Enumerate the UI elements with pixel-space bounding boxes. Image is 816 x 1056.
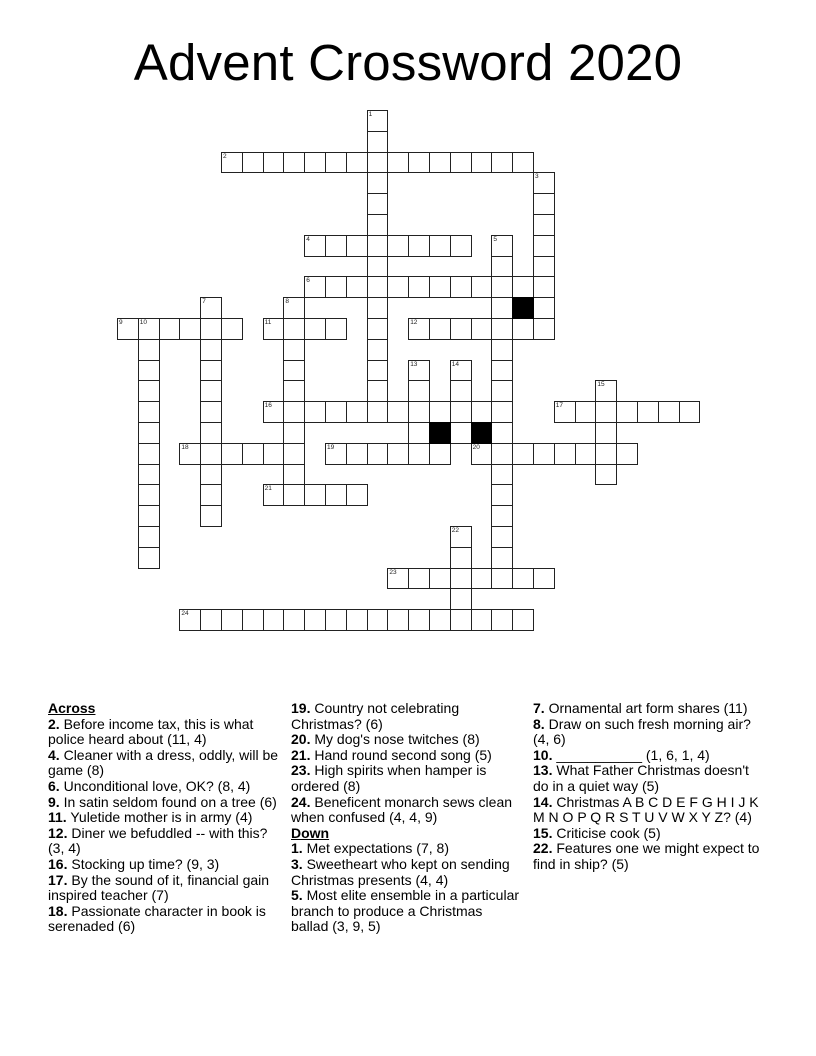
clue-number: 15. <box>533 824 553 841</box>
clue-number: 11. <box>48 809 67 826</box>
grid-cell[interactable] <box>533 443 555 465</box>
grid-cell[interactable] <box>367 235 389 257</box>
clue-text: Unconditional love, OK? (8, 4) <box>59 777 251 794</box>
grid-cell[interactable] <box>221 152 243 174</box>
grid-cell[interactable] <box>616 401 638 423</box>
grid-cell[interactable] <box>200 339 222 361</box>
grid-cell[interactable] <box>138 380 160 402</box>
grid-cell[interactable] <box>408 568 430 590</box>
grid-cell[interactable] <box>179 318 201 340</box>
grid-cell[interactable] <box>491 339 513 361</box>
grid-cell[interactable] <box>429 568 451 590</box>
grid-cell[interactable] <box>595 443 617 465</box>
grid-cell[interactable] <box>408 422 430 444</box>
clue-number: 19. <box>291 700 311 716</box>
clue-number: 1 <box>368 111 373 118</box>
clue-across-18 <box>48 904 280 935</box>
clue-across-19 <box>291 701 523 732</box>
clue-text: Sweetheart who kept on sending Christmas presents (4, 4) <box>291 855 510 888</box>
grid-cell[interactable] <box>387 276 409 298</box>
grid-cell[interactable] <box>367 609 389 631</box>
clue-number: 18. <box>48 902 68 919</box>
grid-cell[interactable] <box>283 464 305 486</box>
grid-cell[interactable] <box>367 443 389 465</box>
clue-number: 21 <box>264 485 272 493</box>
clue-text: Stocking up time? (9, 3) <box>67 855 220 872</box>
grid-cell[interactable] <box>200 609 222 631</box>
grid-cell[interactable] <box>512 152 534 174</box>
clue-across-4 <box>48 748 280 779</box>
grid-cell[interactable] <box>346 235 368 257</box>
clue-number: 5. <box>291 887 303 904</box>
clue-number: 21. <box>291 746 311 763</box>
clue-text: By the sound of it, financial gain inspired teacher (7) <box>48 871 270 904</box>
grid-cell[interactable] <box>533 172 555 194</box>
grid-cell[interactable] <box>450 526 472 548</box>
grid-cell[interactable] <box>408 401 430 423</box>
black-square <box>471 422 493 444</box>
grid-cell[interactable] <box>408 443 430 465</box>
grid-cell[interactable] <box>283 360 305 382</box>
grid-cell[interactable] <box>491 256 513 278</box>
grid-cell[interactable] <box>387 443 409 465</box>
clue-text: Diner we befuddled -- with this? (3, 4) <box>48 824 268 857</box>
grid-cell[interactable] <box>408 360 430 382</box>
grid-cell[interactable] <box>491 484 513 506</box>
grid-cell[interactable] <box>304 484 326 506</box>
grid-cell[interactable] <box>283 339 305 361</box>
clue-number: 23. <box>291 762 311 779</box>
grid-cell[interactable] <box>304 276 326 298</box>
grid-cell[interactable] <box>325 443 347 465</box>
clue-text: Draw on such fresh morning air? (4, 6) <box>533 715 751 748</box>
grid-cell[interactable] <box>367 172 389 194</box>
grid-cell[interactable] <box>471 609 493 631</box>
grid-cell[interactable] <box>138 505 160 527</box>
grid-cell[interactable] <box>138 443 160 465</box>
grid-cell[interactable] <box>450 318 472 340</box>
grid-cell[interactable] <box>304 318 326 340</box>
grid-cell[interactable] <box>179 609 201 631</box>
grid-cell[interactable] <box>200 484 222 506</box>
grid-cell[interactable] <box>283 422 305 444</box>
clue-number: 6 <box>306 277 310 285</box>
black-square <box>429 422 451 444</box>
clue-number: 6. <box>48 777 60 794</box>
clue-column-1 <box>48 701 280 935</box>
grid-cell[interactable] <box>429 609 451 631</box>
grid-cell[interactable] <box>242 152 264 174</box>
grid-cell[interactable] <box>471 318 493 340</box>
grid-cell[interactable] <box>325 401 347 423</box>
clue-text: Passionate character in book is serenaded (6) <box>48 902 266 935</box>
clue-column-3 <box>533 701 765 873</box>
grid-cell[interactable] <box>491 568 513 590</box>
grid-cell[interactable] <box>533 214 555 236</box>
grid-cell[interactable] <box>367 318 389 340</box>
grid-cell[interactable] <box>491 380 513 402</box>
grid-cell[interactable] <box>346 276 368 298</box>
grid-cell[interactable] <box>387 152 409 174</box>
clue-down-15 <box>533 826 765 842</box>
grid-cell[interactable] <box>242 609 264 631</box>
grid-cell[interactable] <box>512 443 534 465</box>
grid-cell[interactable] <box>367 297 389 319</box>
clue-number: 15 <box>597 381 605 389</box>
grid-cell[interactable] <box>304 609 326 631</box>
clue-text: What Father Christmas doesn't do in a quiet way (5) <box>533 762 749 794</box>
clue-across-17 <box>48 873 280 904</box>
grid-cell[interactable] <box>138 360 160 382</box>
grid-cell[interactable] <box>263 152 285 174</box>
grid-cell[interactable] <box>595 464 617 486</box>
grid-cell[interactable] <box>138 401 160 423</box>
grid-cell[interactable] <box>263 484 285 506</box>
clue-number: 17 <box>555 402 564 410</box>
grid-cell[interactable] <box>200 422 222 444</box>
grid-cell[interactable] <box>450 152 472 174</box>
grid-cell[interactable] <box>471 152 493 174</box>
grid-cell[interactable] <box>283 318 305 340</box>
clue-number: 20. <box>291 731 311 748</box>
clue-number: 10. <box>533 746 553 763</box>
grid-cell[interactable] <box>533 276 555 298</box>
clue-down-7 <box>533 701 765 717</box>
grid-cell[interactable] <box>283 152 305 174</box>
clue-number: 12 <box>410 319 418 326</box>
clue-number: 7 <box>202 298 206 306</box>
grid-cell[interactable] <box>200 443 222 465</box>
grid-cell[interactable] <box>491 609 513 631</box>
clue-across-9 <box>48 795 280 811</box>
clue-number: 22 <box>451 527 460 534</box>
grid-cell[interactable] <box>512 276 534 298</box>
grid-cell[interactable] <box>491 422 513 444</box>
clue-across-12 <box>48 826 280 857</box>
across-header: Across <box>48 700 96 716</box>
grid-cell[interactable] <box>491 235 513 257</box>
grid-cell[interactable] <box>367 380 389 402</box>
clue-number: 13. <box>533 762 553 779</box>
grid-cell[interactable] <box>263 609 285 631</box>
grid-cell[interactable] <box>367 110 389 132</box>
clue-across-11 <box>48 810 280 826</box>
grid-cell[interactable] <box>387 401 409 423</box>
clue-across-6 <box>48 779 280 795</box>
grid-cell[interactable] <box>512 609 534 631</box>
grid-cell[interactable] <box>450 276 472 298</box>
grid-cell[interactable] <box>138 339 160 361</box>
clue-text: In satin seldom found on a tree (6) <box>59 793 277 810</box>
clue-number: 4 <box>306 235 310 243</box>
grid-cell[interactable] <box>491 297 513 319</box>
grid-cell[interactable] <box>429 152 451 174</box>
clue-number: 5 <box>493 235 498 243</box>
clue-number: 2 <box>223 152 227 160</box>
clue-number: 7. <box>533 700 545 716</box>
grid-cell[interactable] <box>367 152 389 174</box>
clue-number: 19 <box>327 443 335 451</box>
grid-cell[interactable] <box>429 443 451 465</box>
grid-cell[interactable] <box>283 380 305 402</box>
clue-number: 14. <box>533 793 553 810</box>
grid-cell[interactable] <box>263 318 285 340</box>
grid-cell[interactable] <box>450 609 472 631</box>
clue-down-8 <box>533 717 765 748</box>
grid-cell[interactable] <box>346 152 368 174</box>
clue-number: 3 <box>535 173 539 181</box>
clue-number: 12. <box>48 824 68 841</box>
grid-cell[interactable] <box>367 339 389 361</box>
grid-cell[interactable] <box>450 401 472 423</box>
grid-cell[interactable] <box>263 443 285 465</box>
clue-across-16 <box>48 857 280 873</box>
clue-down-1 <box>291 841 523 857</box>
clue-down-13 <box>533 763 765 794</box>
clue-number: 22. <box>533 840 553 857</box>
page-title: Advent Crossword 2020 <box>133 34 683 91</box>
grid-cell[interactable] <box>138 547 160 569</box>
grid-cell[interactable] <box>450 588 472 610</box>
grid-cell[interactable] <box>408 318 430 340</box>
grid-cell[interactable] <box>471 568 493 590</box>
clue-number: 24 <box>181 610 189 618</box>
grid-cell[interactable] <box>304 152 326 174</box>
clue-number: 2. <box>48 715 60 732</box>
grid-cell[interactable] <box>491 505 513 527</box>
grid-cell[interactable] <box>679 401 701 423</box>
clue-number: 9 <box>119 319 123 326</box>
grid-cell[interactable] <box>367 256 389 278</box>
grid-cell[interactable] <box>450 547 472 569</box>
grid-cell[interactable] <box>367 360 389 382</box>
clue-number: 10 <box>139 319 148 326</box>
grid-cell[interactable] <box>491 360 513 382</box>
grid-cell[interactable] <box>429 276 451 298</box>
clue-down-3 <box>291 857 523 888</box>
clue-number: 8 <box>285 298 290 306</box>
grid-cell[interactable] <box>159 318 181 340</box>
clue-number: 8. <box>533 715 545 732</box>
grid-cell[interactable] <box>471 401 493 423</box>
grid-cell[interactable] <box>200 380 222 402</box>
grid-cell[interactable] <box>367 401 389 423</box>
grid-cell[interactable] <box>471 276 493 298</box>
grid-cell[interactable] <box>367 193 389 215</box>
clue-number: 9. <box>48 793 60 810</box>
grid-cell[interactable] <box>554 401 576 423</box>
clue-down-10 <box>533 748 765 764</box>
grid-cell[interactable] <box>346 443 368 465</box>
clue-down-22 <box>533 841 765 872</box>
grid-cell[interactable] <box>429 318 451 340</box>
black-square <box>512 297 534 319</box>
grid-cell[interactable] <box>283 401 305 423</box>
grid-cell[interactable] <box>138 526 160 548</box>
grid-cell[interactable] <box>242 443 264 465</box>
grid-cell[interactable] <box>283 443 305 465</box>
grid-cell[interactable] <box>450 568 472 590</box>
clue-across-24 <box>291 795 523 826</box>
grid-cell[interactable] <box>221 443 243 465</box>
grid-cell[interactable] <box>450 360 472 382</box>
clue-across-20 <box>291 732 523 748</box>
clue-number: 13 <box>410 360 418 368</box>
grid-cell[interactable] <box>408 235 430 257</box>
grid-cell[interactable] <box>512 318 534 340</box>
grid-cell[interactable] <box>450 235 472 257</box>
grid-cell[interactable] <box>367 131 389 153</box>
grid-cell[interactable] <box>179 443 201 465</box>
clue-text: Christmas A B C D E F G H I J K M N O P Q R S T U V W X Y Z? (4) <box>533 793 759 826</box>
grid-cell[interactable] <box>283 609 305 631</box>
grid-cell[interactable] <box>533 297 555 319</box>
clue-text: ___________ (1, 6, 1, 4) <box>552 746 710 763</box>
clue-number: 16. <box>48 855 68 872</box>
clue-down-5 <box>291 888 523 935</box>
clue-text: Most elite ensemble in a particular branch to produce a Christmas ballad (3, 9, 5) <box>291 887 520 935</box>
grid-cell[interactable] <box>408 609 430 631</box>
grid-cell[interactable] <box>138 464 160 486</box>
grid-cell[interactable] <box>533 568 555 590</box>
clue-text: Hand round second song (5) <box>310 746 492 763</box>
clue-number: 16 <box>264 402 272 410</box>
grid-cell[interactable] <box>595 401 617 423</box>
clue-across-23 <box>291 763 523 794</box>
grid-cell[interactable] <box>221 609 243 631</box>
grid-cell[interactable] <box>533 235 555 257</box>
down-header: Down <box>291 824 330 841</box>
grid-cell[interactable] <box>325 235 347 257</box>
grid-cell[interactable] <box>450 422 472 444</box>
grid-cell[interactable] <box>491 318 513 340</box>
grid-cell[interactable] <box>325 152 347 174</box>
grid-cell[interactable] <box>471 443 493 465</box>
clue-text: Beneficent monarch sews clean when confused (4, 4, 9) <box>291 793 513 826</box>
grid-cell[interactable] <box>200 318 222 340</box>
grid-cell[interactable] <box>138 484 160 506</box>
clue-number: 1. <box>291 840 303 857</box>
clue-text: Features one we might expect to find in ship? (5) <box>533 840 760 872</box>
clue-number: 4. <box>48 746 60 763</box>
grid-cell[interactable] <box>325 318 347 340</box>
grid-cell[interactable] <box>408 380 430 402</box>
clue-number: 14 <box>451 360 460 368</box>
grid-cell[interactable] <box>346 484 368 506</box>
clue-across-21 <box>291 748 523 764</box>
clue-number: 20 <box>472 443 480 451</box>
grid-cell[interactable] <box>491 526 513 548</box>
clue-text: Ornamental art form shares (11) <box>544 700 748 716</box>
grid-cell[interactable] <box>658 401 680 423</box>
grid-cell[interactable] <box>491 443 513 465</box>
grid-cell[interactable] <box>138 422 160 444</box>
grid-cell[interactable] <box>263 401 285 423</box>
grid-cell[interactable] <box>491 547 513 569</box>
grid-cell[interactable] <box>595 422 617 444</box>
grid-cell[interactable] <box>491 401 513 423</box>
grid-cell[interactable] <box>387 568 409 590</box>
grid-cell[interactable] <box>325 276 347 298</box>
clue-text: Before income tax, this is what police heard about (11, 4) <box>48 715 254 748</box>
grid-cell[interactable] <box>450 380 472 402</box>
grid-cell[interactable] <box>575 443 597 465</box>
clue-text: Met expectations (7, 8) <box>302 840 449 857</box>
clue-number: 17. <box>48 871 68 888</box>
grid-cell[interactable] <box>429 401 451 423</box>
grid-cell[interactable] <box>595 380 617 402</box>
grid-cell[interactable] <box>367 214 389 236</box>
clue-number: 18 <box>181 443 189 451</box>
grid-cell[interactable] <box>387 609 409 631</box>
clue-number: 24. <box>291 793 311 810</box>
clue-number: 11 <box>264 319 272 326</box>
clue-text: High spirits when hamper is ordered (8) <box>291 762 487 794</box>
grid-cell[interactable] <box>283 484 305 506</box>
grid-cell[interactable] <box>429 235 451 257</box>
grid-cell[interactable] <box>533 318 555 340</box>
grid-cell[interactable] <box>575 401 597 423</box>
grid-cell[interactable] <box>304 401 326 423</box>
clue-text: Country not celebrating Christmas? (6) <box>291 700 460 732</box>
grid-cell[interactable] <box>554 443 576 465</box>
clue-number: 3. <box>291 855 303 872</box>
grid-cell[interactable] <box>304 235 326 257</box>
clue-text: My dog's nose twitches (8) <box>310 731 480 748</box>
grid-cell[interactable] <box>200 401 222 423</box>
grid-cell[interactable] <box>200 297 222 319</box>
clue-column-2 <box>291 701 523 935</box>
grid-cell[interactable] <box>387 235 409 257</box>
grid-cell[interactable] <box>616 443 638 465</box>
grid-cell[interactable] <box>491 464 513 486</box>
clue-down-14 <box>533 795 765 826</box>
grid-cell[interactable] <box>637 401 659 423</box>
grid-cell[interactable] <box>491 152 513 174</box>
grid-cell[interactable] <box>200 360 222 382</box>
grid-cell[interactable] <box>325 609 347 631</box>
grid-cell[interactable] <box>346 609 368 631</box>
grid-cell[interactable] <box>283 297 305 319</box>
grid-cell[interactable] <box>221 318 243 340</box>
grid-cell[interactable] <box>346 401 368 423</box>
clue-across-2 <box>48 717 280 748</box>
grid-cell[interactable] <box>512 568 534 590</box>
grid-cell[interactable] <box>491 276 513 298</box>
grid-cell[interactable] <box>325 484 347 506</box>
grid-cell[interactable] <box>200 464 222 486</box>
grid-cell[interactable] <box>367 276 389 298</box>
clue-number: 23 <box>389 568 397 576</box>
grid-cell[interactable] <box>533 256 555 278</box>
grid-cell[interactable] <box>117 318 139 340</box>
grid-cell[interactable] <box>138 318 160 340</box>
grid-cell[interactable] <box>533 193 555 215</box>
clue-text: Cleaner with a dress, oddly, will be game (8) <box>48 746 279 779</box>
grid-cell[interactable] <box>408 276 430 298</box>
clue-text: Yuletide mother is in army (4) <box>66 809 253 826</box>
grid-cell[interactable] <box>408 152 430 174</box>
grid-cell[interactable] <box>200 505 222 527</box>
clue-text: Criticise cook (5) <box>552 824 661 841</box>
